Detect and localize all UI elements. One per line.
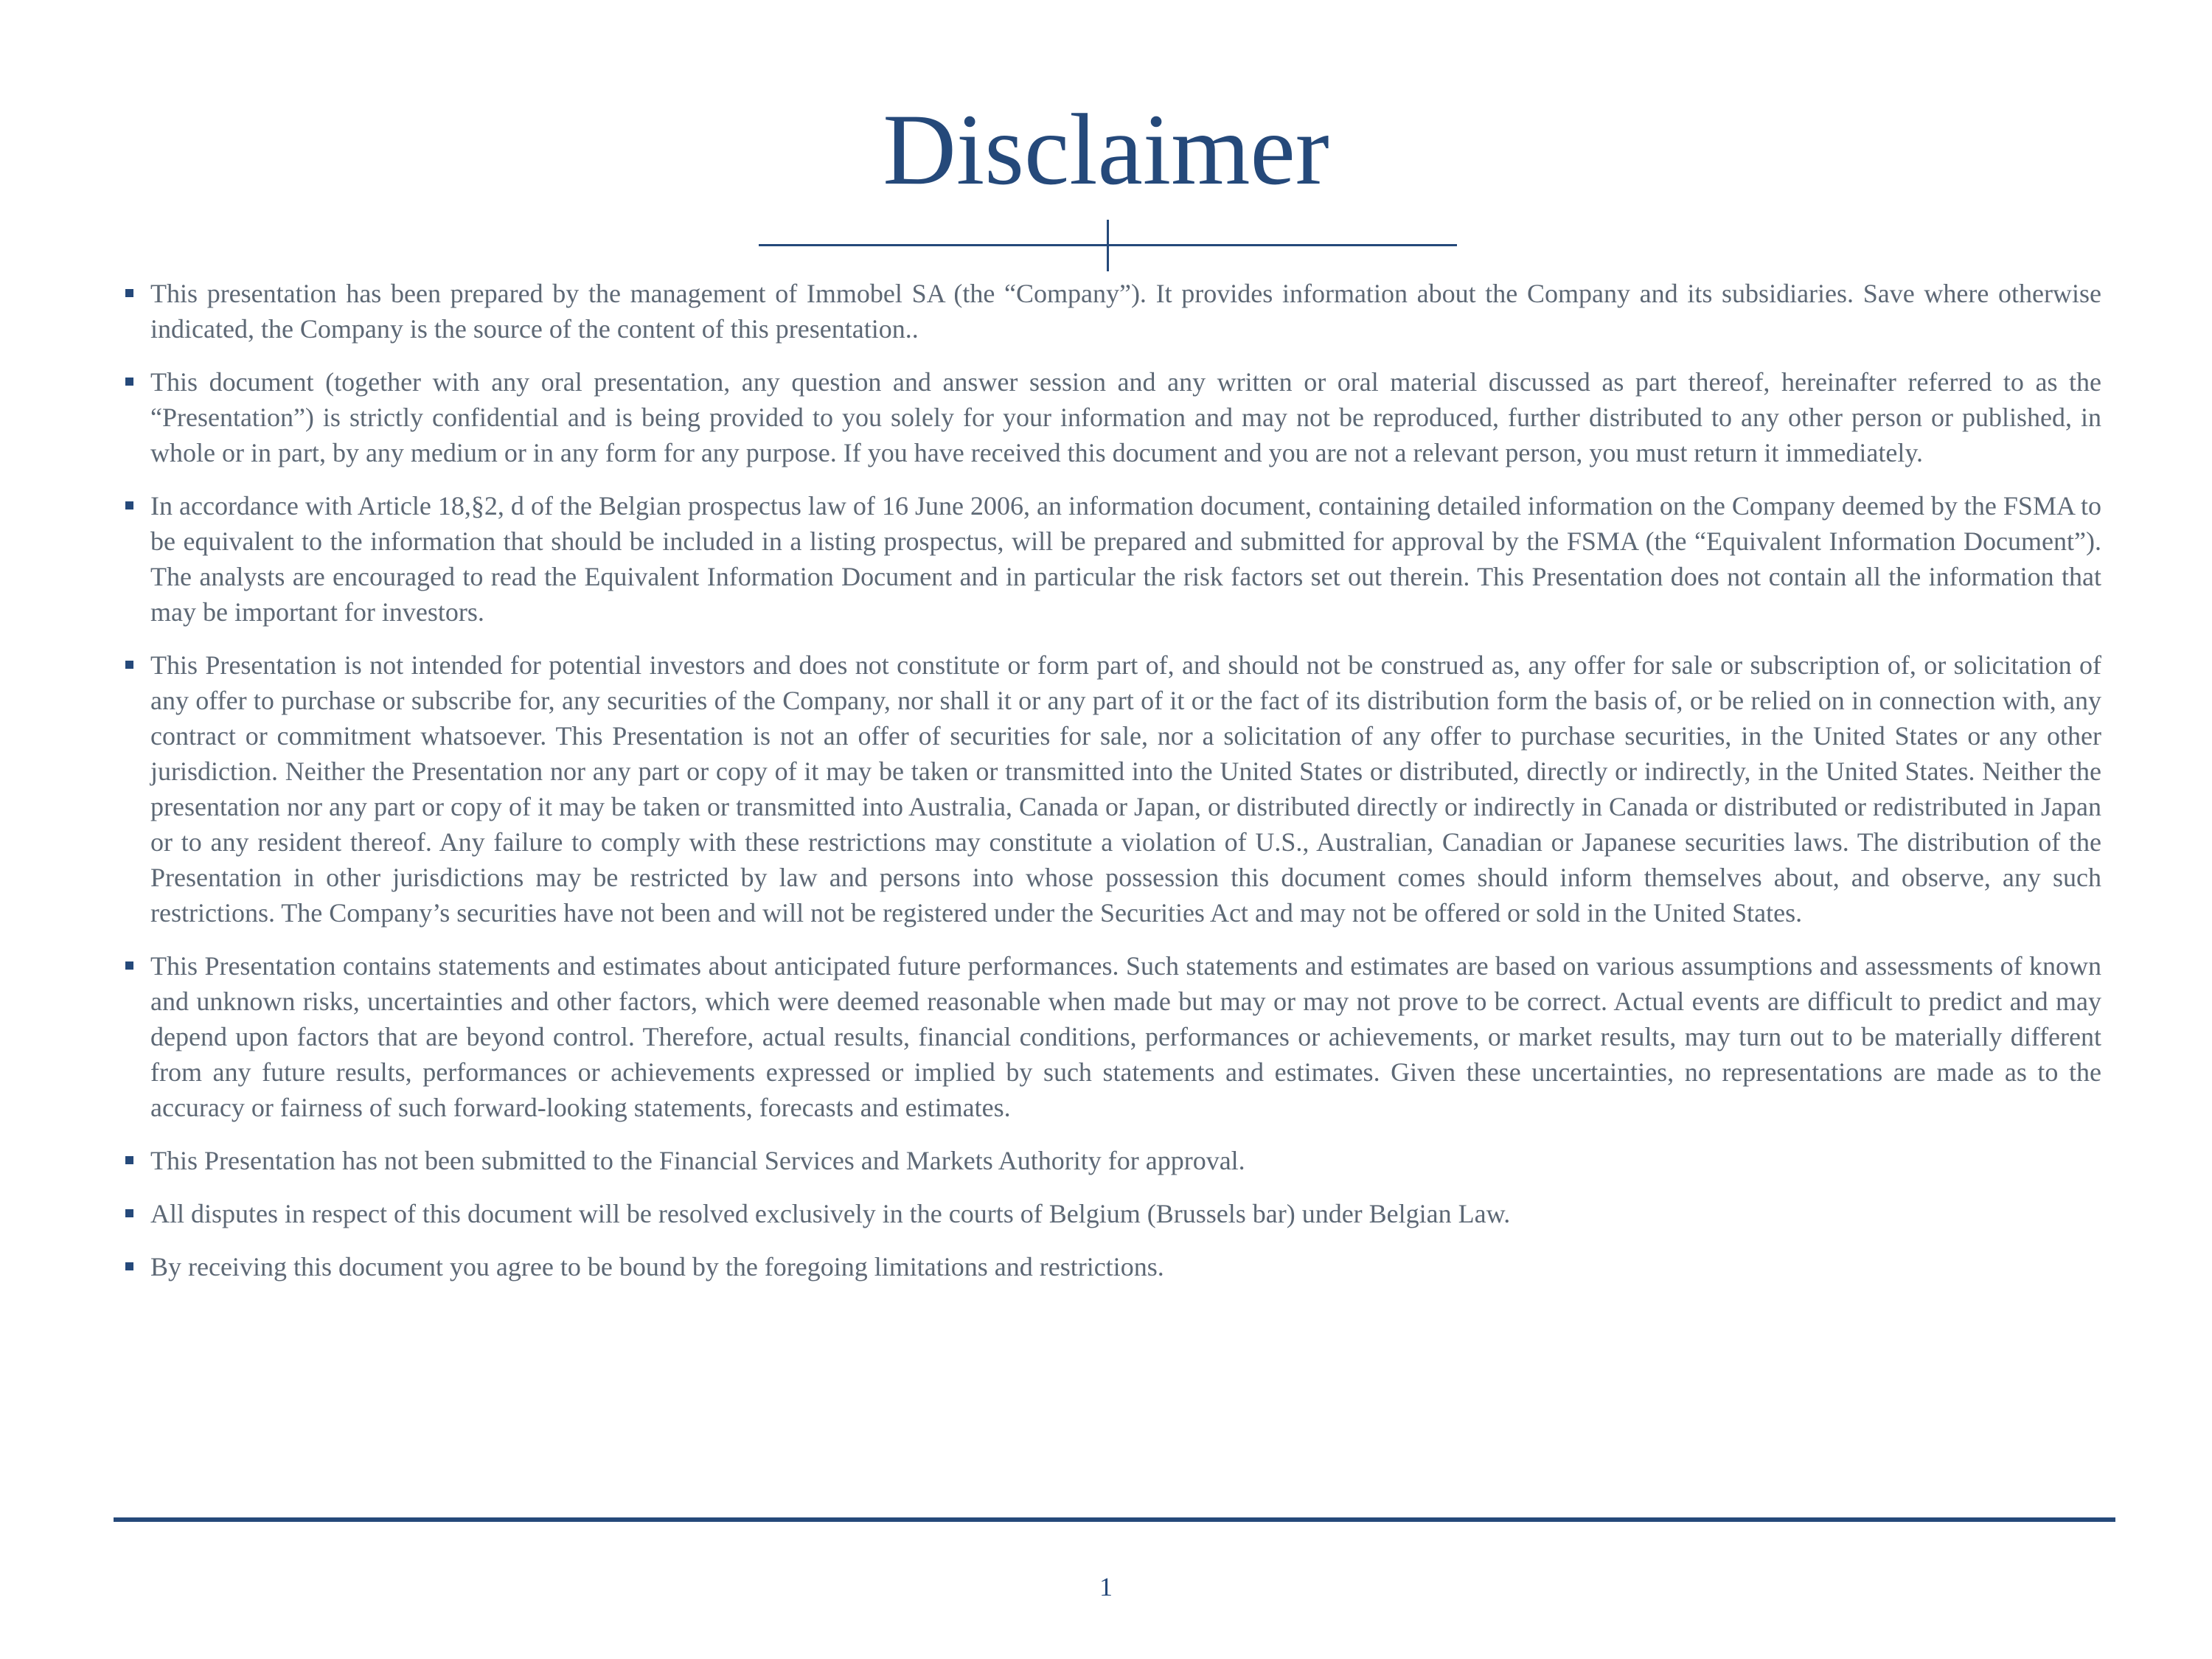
bullet-icon bbox=[125, 289, 133, 297]
disclaimer-text: All disputes in respect of this document will be resolved exclusively in the courts of Belgium (Brussels bar) under Belgian Law. bbox=[150, 1199, 1511, 1228]
disclaimer-text: This presentation has been prepared by the management of Immobel SA (the “Company”). It provides information about the Company and its subsidiaries. Save where otherwise indicated, the Company is the source of the content of this presentation.. bbox=[150, 279, 2101, 344]
bullet-icon bbox=[125, 1209, 133, 1217]
page-title: Disclaimer bbox=[883, 93, 1329, 206]
footer-divider bbox=[114, 1517, 2115, 1522]
bullet-icon bbox=[125, 961, 133, 970]
bullet-icon bbox=[125, 1156, 133, 1164]
bullet-icon bbox=[125, 378, 133, 386]
disclaimer-text: This Presentation has not been submitted to the Financial Services and Markets Authority for approval. bbox=[150, 1146, 1245, 1175]
disclaimer-text: In accordance with Article 18,§2, d of the Belgian prospectus law of 16 June 2006, an information document, containing detailed information on the Company deemed by the FSMA to be equivalent to the information that should be included in a listing prospectus, will be prepared and submitted for approval by the FSMA (the “Equivalent Information Document”). The analysts are encouraged to read the Equivalent Information Document and in particular the risk factors set out therein. This Presentation does not contain all the information that may be important for investors. bbox=[150, 491, 2101, 627]
disclaimer-item bbox=[125, 488, 2101, 630]
disclaimer-text: This Presentation is not intended for potential investors and does not constitute or form part of, and should not be construed as, any offer for sale or subscription of, or solicitation of any offer to purchase or subscribe for, any securities of the Company, nor shall it or any part of it or the fact of its distribution form the basis of, or be relied on in connection with, any contract or commitment whatsoever. This Presentation is not an offer of securities for sale, nor a solicitation of any offer to purchase securities, in the United States or any other jurisdiction. Neither the Presentation nor any part or copy of it may be taken or transmitted into the United States or distributed, directly or indirectly, in the United States. Neither the presentation nor any part or copy of it may be taken or transmitted into Australia, Canada or Japan, or distributed directly or indirectly in Canada or distributed or redistributed in Japan or to any resident thereof. Any failure to comply with these restrictions may constitute a violation of U.S., Australian, Canadian or Japanese securities laws. The distribution of the Presentation in other jurisdictions may be restricted by law and persons into whose possession this document comes should inform themselves about, and observe, any such restrictions. The Company’s securities have not been and will not be registered under the Securities Act and may not be offered or sold in the United States. bbox=[150, 650, 2101, 928]
disclaimer-item bbox=[125, 647, 2101, 931]
bullet-icon bbox=[125, 501, 133, 509]
disclaimer-item bbox=[125, 948, 2101, 1125]
page-number: 1 bbox=[1099, 1572, 1113, 1601]
title-divider-tick bbox=[1107, 220, 1109, 271]
disclaimer-item bbox=[125, 276, 2101, 347]
disclaimer-item bbox=[125, 1143, 2101, 1178]
disclaimer-item bbox=[125, 1196, 2101, 1231]
bullet-icon bbox=[125, 661, 133, 669]
disclaimer-text: By receiving this document you agree to be bound by the foregoing limitations and restrictions. bbox=[150, 1252, 1164, 1281]
disclaimer-list bbox=[125, 276, 2101, 1302]
disclaimer-text: This Presentation contains statements and estimates about anticipated future performances. Such statements and estimates are based on various assumptions and assessments of known and unknown risks, uncertainties and other factors, which were deemed reasonable when made but may or may not prove to be correct. Actual events are difficult to predict and may depend upon factors that are beyond control. Therefore, actual results, financial conditions, performances or achievements, or market results, may turn out to be materially different from any future results, performances or achievements expressed or implied by such statements and estimates. Given these uncertainties, no representations are made as to the accuracy or fairness of such forward-looking statements, forecasts and estimates. bbox=[150, 951, 2101, 1122]
disclaimer-item bbox=[125, 364, 2101, 470]
disclaimer-text: This document (together with any oral presentation, any question and answer session and any written or oral material discussed as part thereof, hereinafter referred to as the “Presentation”) is strictly confidential and is being provided to you solely for your information and may not be reproduced, further distributed to any other person or published, in whole or in part, by any medium or in any form for any purpose. If you have received this document and you are not a relevant person, you must return it immediately. bbox=[150, 367, 2101, 467]
bullet-icon bbox=[125, 1262, 133, 1270]
disclaimer-item bbox=[125, 1249, 2101, 1284]
